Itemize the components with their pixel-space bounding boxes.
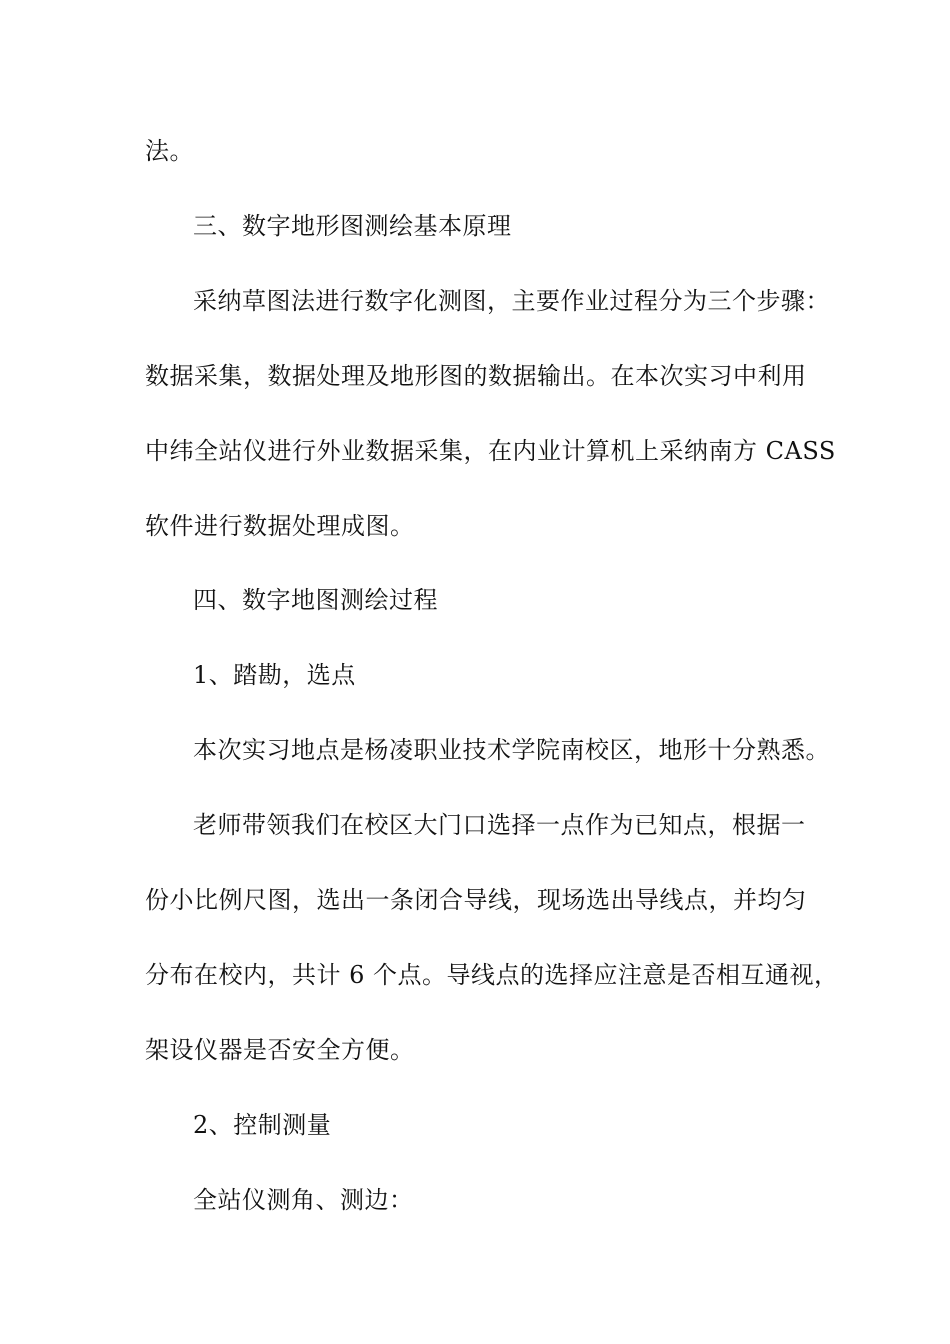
paragraph-line: 中纬全站仪进行外业数据采集，在内业计算机上采纳南方 CASS <box>145 437 836 465</box>
paragraph-line: 软件进行数据处理成图。 <box>145 512 415 540</box>
section-heading: 四、数字地图测绘过程 <box>193 586 438 614</box>
paragraph-line: 全站仪测角、测边： <box>193 1186 414 1214</box>
paragraph-line: 架设仪器是否安全方便。 <box>145 1036 415 1064</box>
paragraph-line: 本次实习地点是杨凌职业技术学院南校区，地形十分熟悉。 <box>193 736 830 764</box>
paragraph-line: 法。 <box>145 137 194 165</box>
subsection-heading: 1、踏勘，选点 <box>193 661 356 689</box>
paragraph-line: 采纳草图法进行数字化测图，主要作业过程分为三个步骤： <box>193 287 830 315</box>
subsection-heading: 2、控制测量 <box>193 1111 332 1139</box>
paragraph-line: 数据采集，数据处理及地形图的数据输出。在本次实习中利用 <box>145 362 807 390</box>
section-heading: 三、数字地形图测绘基本原理 <box>193 212 512 240</box>
paragraph-line: 老师带领我们在校区大门口选择一点作为已知点，根据一 <box>193 811 806 839</box>
paragraph-line: 份小比例尺图，选出一条闭合导线，现场选出导线点，并均匀 <box>145 886 807 914</box>
paragraph-line: 分布在校内，共计 6 个点。导线点的选择应注意是否相互通视， <box>145 961 839 989</box>
